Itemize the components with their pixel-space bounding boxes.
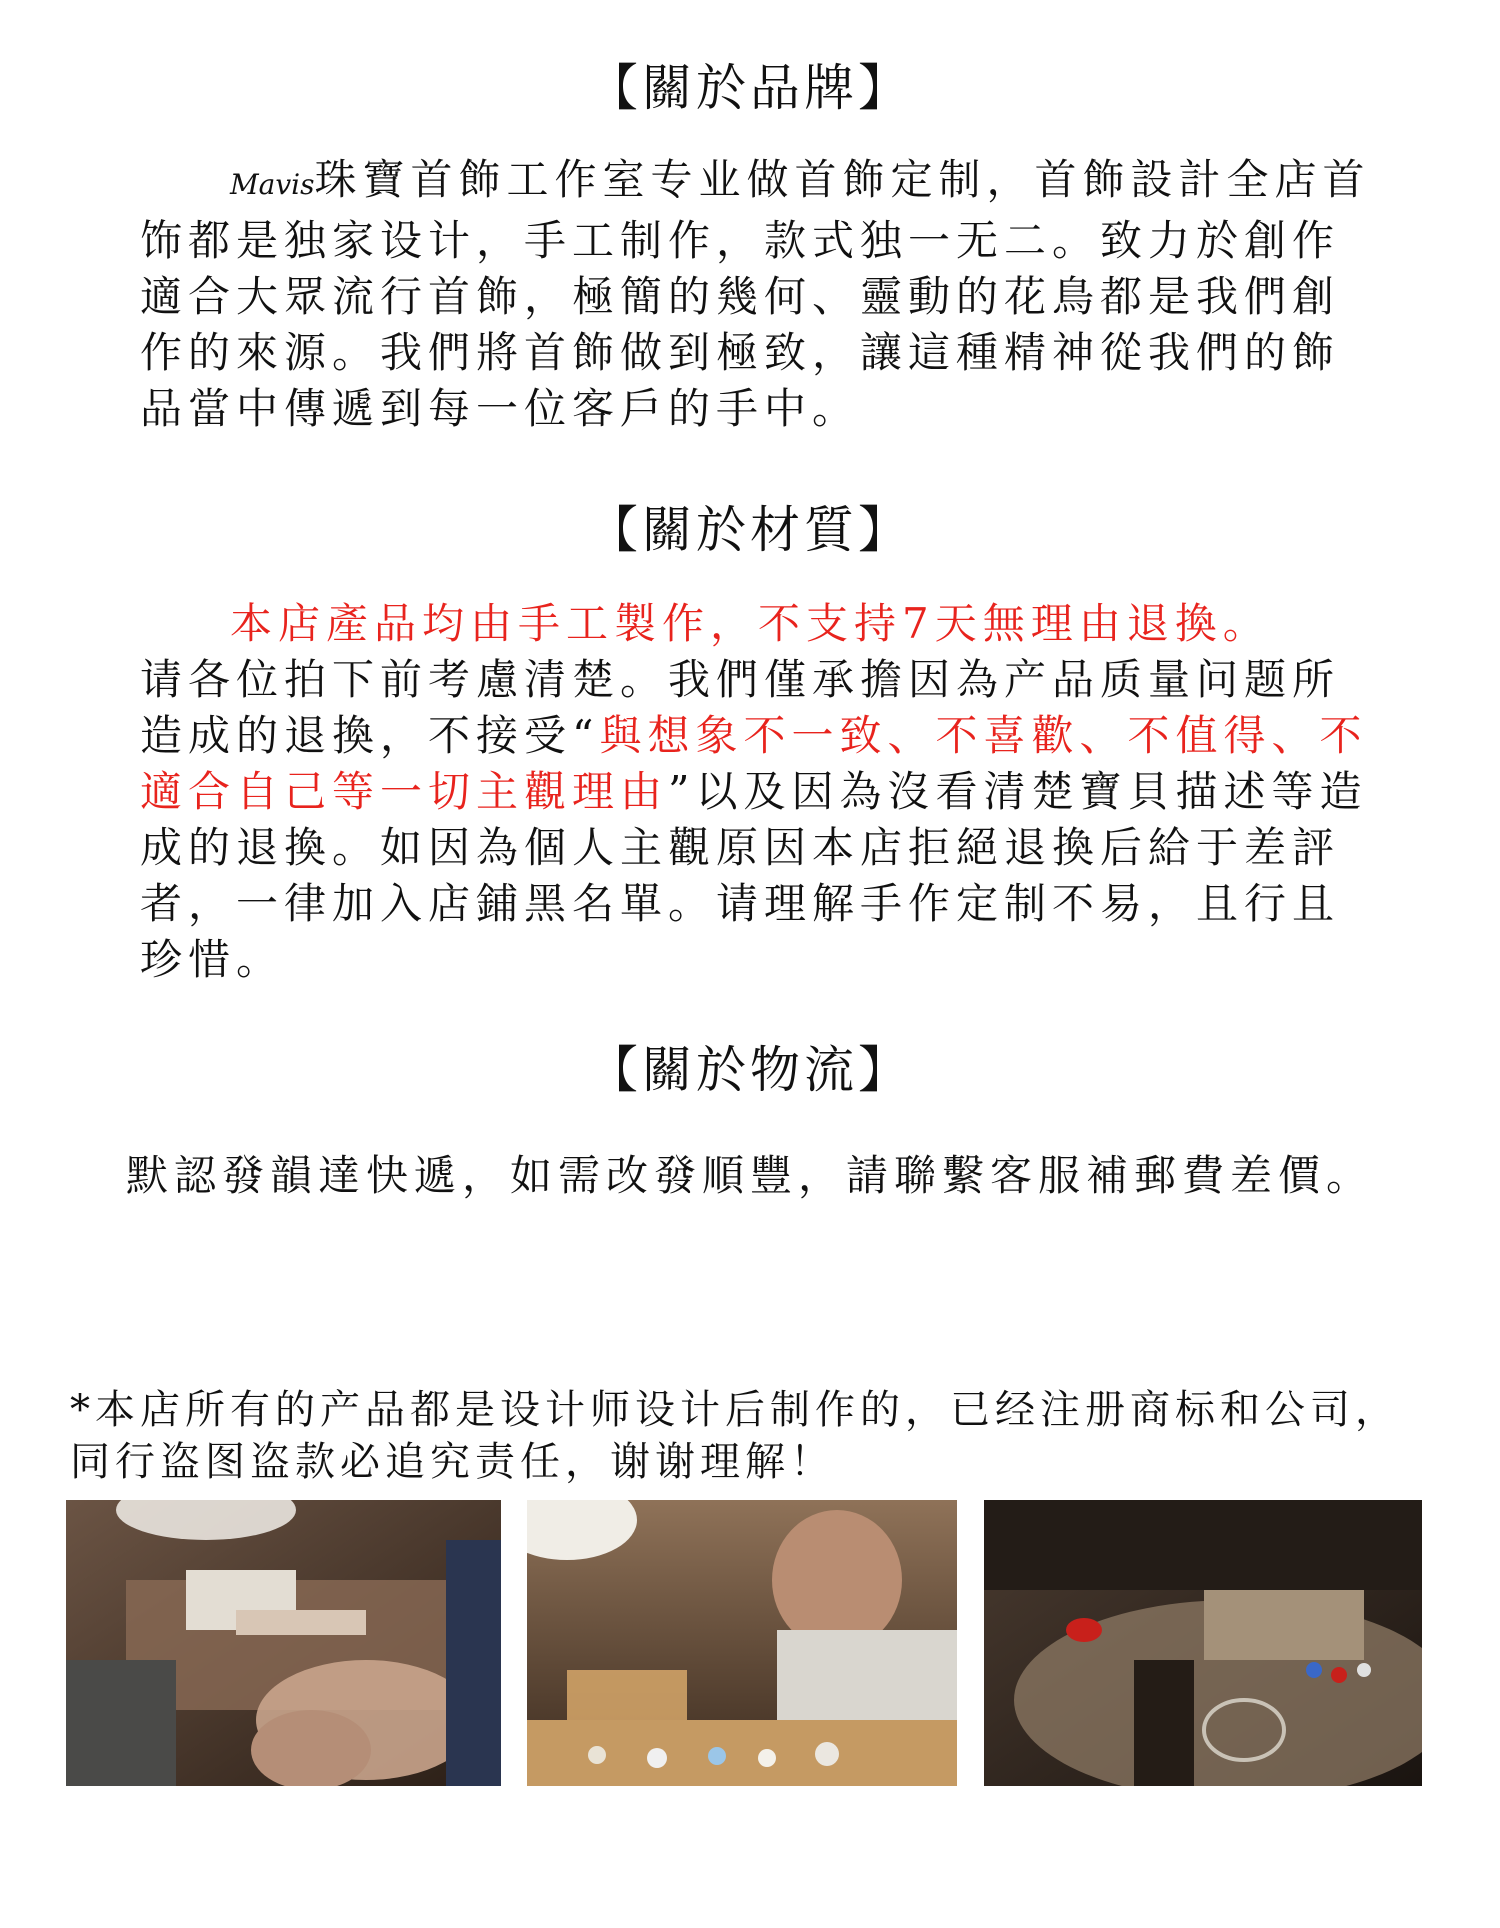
brand-body-text: 珠寶首飾工作室专业做首飾定制，首飾設計全店首饰都是独家设计，手工制作，款式独一无二。致力於創作適合大眾流行首飾，極簡的幾何、靈動的花鳥都是我們創作的來源。我們將首飾做到極致，讓這種精神從我們的飾品當中傳遞到每一位客戶的手中。	[140, 155, 1371, 433]
workshop-photo-tools	[984, 1500, 1422, 1786]
brand-logo-text: Mavis	[230, 168, 315, 201]
material-body-part1: 请各位拍下前考慮清楚。我們僅承擔因為产品质量问题所造成的退換，不接受“	[140, 655, 1341, 760]
material-body-part2: ”以及因為沒看清楚寶貝描述等造成的退換。如因為個人主觀原因本店拒絕退換后給于差評者，一律加入店鋪黑名單。请理解手作定制不易，且行且珍惜。	[140, 767, 1368, 984]
workshop-photo-strip	[66, 1500, 1422, 1786]
material-body-red: 與想象不一致、不喜歡、不值得、不適合自己等一切主觀理由	[140, 711, 1368, 816]
workshop-photo-tools-illustration	[984, 1500, 1422, 1786]
material-paragraph	[140, 652, 1385, 988]
workshop-photo-artisan-illustration	[527, 1500, 957, 1786]
logistics-section-title: 【關於物流】	[588, 1041, 912, 1099]
copyright-notice: *本店所有的产品都是设计师设计后制作的，已经注册商标和公司，同行盗图盗款必追究责任，谢谢理解！	[70, 1387, 1400, 1485]
brand-paragraph	[140, 152, 1385, 437]
workshop-photo-bench	[66, 1500, 501, 1786]
workshop-photo-bench-illustration	[66, 1500, 501, 1786]
workshop-photo-artisan	[527, 1500, 957, 1786]
brand-section-title: 【關於品牌】	[588, 59, 912, 117]
material-highlight-line: 本店產品均由手工製作，不支持7天無理由退換。	[230, 599, 1271, 648]
material-section-title: 【關於材質】	[588, 501, 912, 559]
logistics-paragraph: 默認發韻達快遞，如需改發順豐，請聯繫客服補郵費差價。	[125, 1151, 1374, 1200]
